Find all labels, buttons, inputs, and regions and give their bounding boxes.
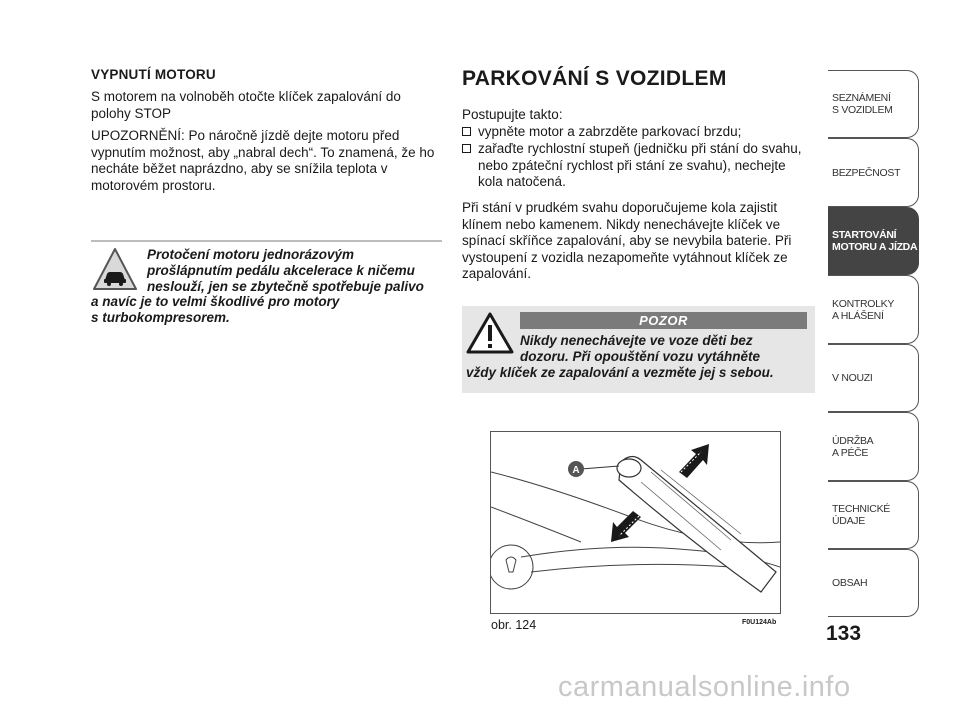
warning-header: POZOR xyxy=(520,312,807,329)
tab-kontrolky[interactable]: KONTROLKY A HLÁŠENÍ xyxy=(828,275,919,344)
figure-code: F0U124Ab xyxy=(742,619,777,626)
list-item: zařaďte rychlostní stupeň (jedničku při stání do svahu, nebo zpáteční rychlost při stání ze svahu), nechejte kola natočená. xyxy=(462,141,812,191)
list-item: vypněte motor a zabrzděte parkovací brzdu; xyxy=(462,124,812,141)
tab-startovani[interactable]: STARTOVÁNÍ MOTORU A JÍZDA xyxy=(828,207,919,275)
figure-caption: obr. 124 xyxy=(491,618,537,632)
paragraph-parking-slope: Při stání v prudkém svahu doporučujeme kola zajistit klínem nebo kamenem. Nikdy nenechávejte klíček ve spínací skříňce zapalování, aby se nevybila baterie. Při vystoupení z vozidla nezapomeňte vytáhnout klíček ze zapalování. xyxy=(462,200,792,281)
paragraph-engine-off: S motorem na volnoběh otočte klíček zapalování do polohy STOP xyxy=(91,89,401,121)
note-line: Protočení motoru jednorázovým xyxy=(147,247,355,262)
arrow-up-icon xyxy=(679,444,709,478)
tab-obsah[interactable]: OBSAH xyxy=(828,549,919,617)
page-number: 133 xyxy=(826,622,862,645)
note-line: s turbokompresorem. xyxy=(91,310,230,326)
tab-v-nouzi[interactable]: V NOUZI xyxy=(828,344,919,412)
checkbox-bullet-icon xyxy=(462,144,471,153)
note-line: a navíc je to velmi škodlivé pro motory xyxy=(91,294,340,310)
parking-brake-illustration xyxy=(491,432,780,613)
note-line: neslouží, jen se zbytečně spotřebuje palivo xyxy=(147,278,424,294)
note-line: prošlápnutím pedálu akcelerace k ničemu xyxy=(147,262,415,278)
tab-udrzba[interactable]: ÚDRŽBA A PÉČE xyxy=(828,412,919,481)
figure-label: A xyxy=(572,465,580,476)
intro-text: Postupujte takto: xyxy=(462,107,563,122)
figure-parking-brake xyxy=(490,431,781,614)
tab-technicke[interactable]: TECHNICKÉ ÚDAJE xyxy=(828,481,919,549)
tab-seznameni[interactable]: SEZNÁMENÍ S VOZIDLEM xyxy=(828,70,919,138)
page-title: PARKOVÁNÍ S VOZIDLEM xyxy=(462,67,727,90)
engine-note-callout xyxy=(91,247,443,326)
tab-bezpecnost[interactable]: BEZPEČNOST xyxy=(828,138,919,207)
warning-text: Nikdy nenechávejte ve voze děti bez dozoru. Při opouštění vozu vytáhněte vždy klíček ze zapalování a vezměte jej s sebou. xyxy=(466,333,774,380)
checkbox-bullet-icon xyxy=(462,127,471,136)
paragraph-engine-note: UPOZORNĚNÍ: Po náročně jízdě dejte motoru před vypnutím možnost, aby „nabral dech“. To znamená, že ho necháte běžet naprázdno, aby se snížila teplota v motorovém prostoru. xyxy=(91,128,435,193)
divider xyxy=(91,240,442,242)
watermark: carmanualsonline.info xyxy=(558,671,851,703)
section-heading-engine-off: VYPNUTÍ MOTORU xyxy=(91,67,216,82)
